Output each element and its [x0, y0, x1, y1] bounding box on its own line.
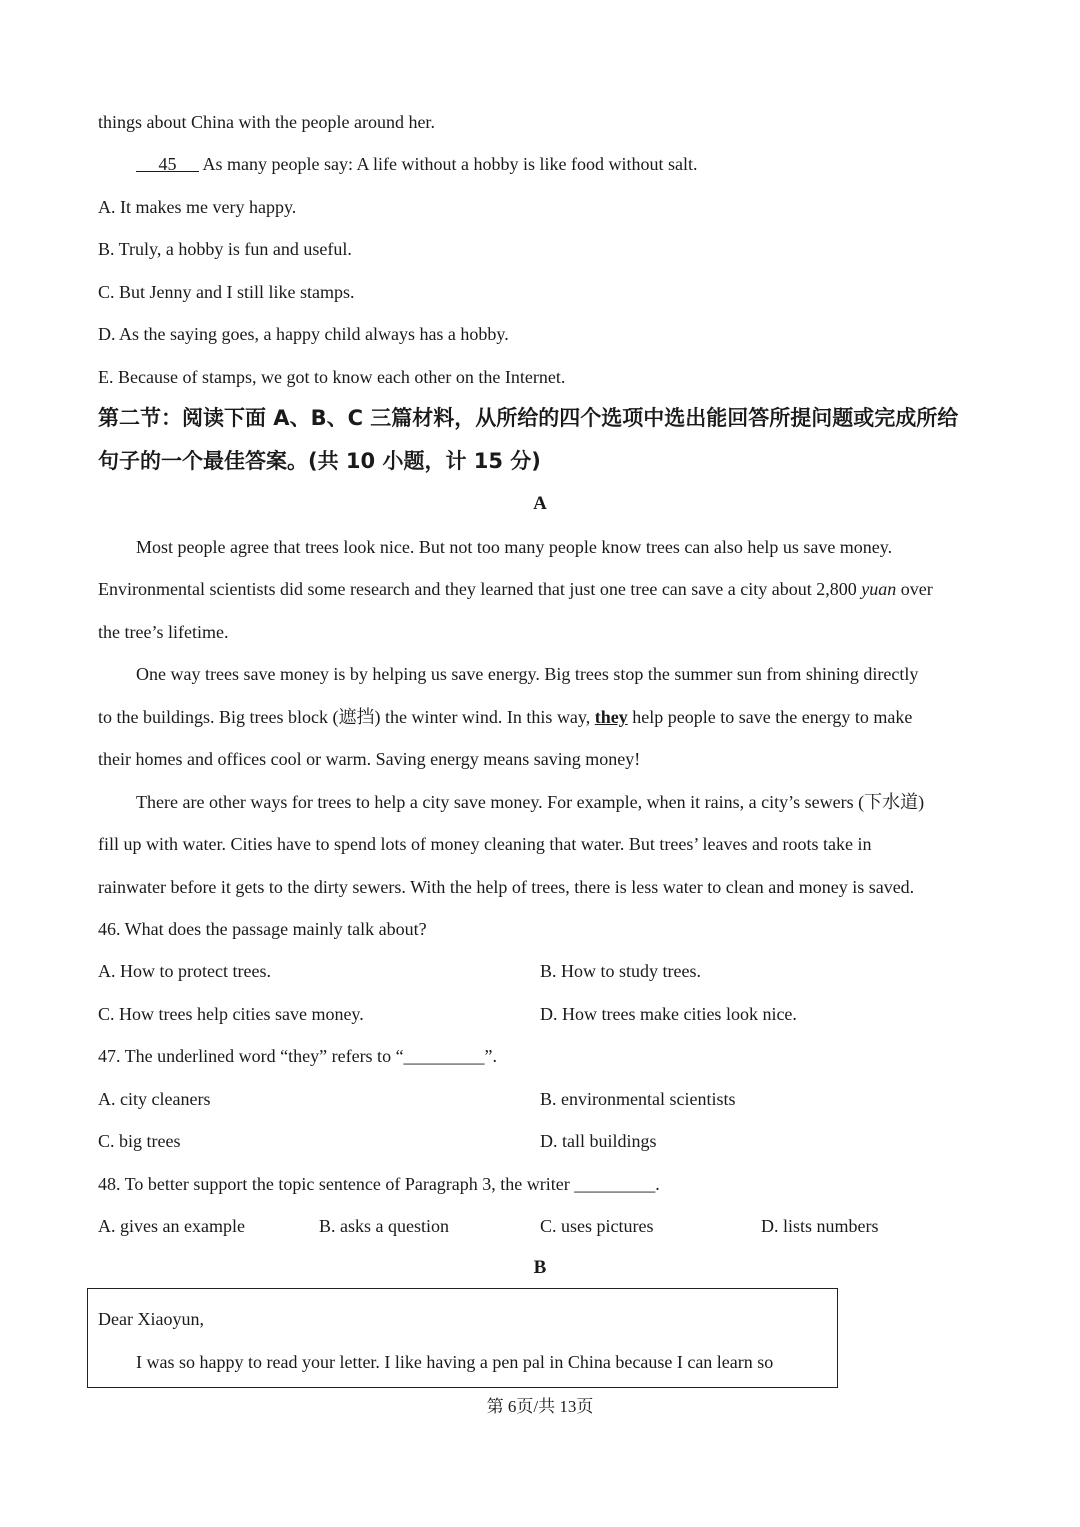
option-a: A. It makes me very happy.: [98, 197, 297, 217]
passage-a-p2-line3: their homes and offices cool or warm. Saving energy means saving money!: [98, 749, 641, 769]
q45-text: As many people say: A life without a hobby is like food without salt.: [202, 154, 698, 174]
passage-a-p3-line1: There are other ways for trees to help a city save money. For example, when it rains, a city’s sewers (下水道): [136, 792, 925, 812]
question-46-stem: 46. What does the passage mainly talk about?: [98, 919, 427, 939]
q46-option-c: C. How trees help cities save money.: [98, 1004, 364, 1024]
underlined-word-they: they: [594, 707, 628, 727]
passage-a-p3-line2: fill up with water. Cities have to spend lots of money cleaning that water. But trees’ leaves and roots take in: [98, 834, 872, 854]
q47-option-d: D. tall buildings: [540, 1131, 657, 1151]
prev-text-line: things about China with the people around her.: [98, 112, 435, 132]
section-title-line2: 句子的一个最佳答案。(共 10 小题，计 15 分): [98, 449, 541, 473]
passage-a-p2-line1: One way trees save money is by helping us save energy. Big trees stop the summer sun from shining directly: [136, 664, 919, 684]
italic-yuan: yuan: [861, 579, 897, 599]
option-e: E. Because of stamps, we got to know each other on the Internet.: [98, 367, 566, 387]
q47-option-c: C. big trees: [98, 1131, 181, 1151]
option-c: C. But Jenny and I still like stamps.: [98, 282, 355, 302]
q48-option-d: D. lists numbers: [761, 1216, 879, 1236]
passage-a-p1-line3: the tree’s lifetime.: [98, 622, 229, 642]
q46-option-d: D. How trees make cities look nice.: [540, 1004, 797, 1024]
passage-a-p3-line3: rainwater before it gets to the dirty sewers. With the help of trees, there is less water to clean and money is saved.: [98, 877, 915, 897]
passage-a-p1-line1: Most people agree that trees look nice. But not too many people know trees can also help us save money.: [136, 537, 893, 557]
q48-option-a: A. gives an example: [98, 1216, 245, 1236]
q46-option-b: B. How to study trees.: [540, 961, 701, 981]
option-d: D. As the saying goes, a happy child always has a hobby.: [98, 324, 509, 344]
q48-option-b: B. asks a question: [319, 1216, 449, 1236]
question-47-stem: 47. The underlined word “they” refers to “_________”.: [98, 1046, 498, 1066]
passage-a-label: A: [533, 493, 547, 514]
option-b: B. Truly, a hobby is fun and useful.: [98, 239, 352, 259]
letter-greeting: Dear Xiaoyun,: [98, 1309, 204, 1329]
passage-a-p2-line2: to the buildings. Big trees block (遮挡) the winter wind. In this way, they help people to save the energy to make: [98, 707, 913, 727]
page-number: 第 6页/共 13页: [486, 1397, 594, 1416]
q47-option-b: B. environmental scientists: [540, 1089, 736, 1109]
q45-blank: 45: [158, 154, 177, 174]
question-48-stem: 48. To better support the topic sentence of Paragraph 3, the writer _________.: [98, 1174, 660, 1194]
q46-option-a: A. How to protect trees.: [98, 961, 271, 981]
q48-option-c: C. uses pictures: [540, 1216, 654, 1236]
letter-line1: I was so happy to read your letter. I like having a pen pal in China because I can learn so: [136, 1352, 774, 1372]
section-title-line1: 第二节：阅读下面 A、B、C 三篇材料，从所给的四个选项中选出能回答所提问题或完成所给: [98, 406, 959, 430]
q47-option-a: A. city cleaners: [98, 1089, 211, 1109]
passage-a-p1-line2: Environmental scientists did some research and they learned that just one tree can save a city about 2,800 yuan over: [98, 579, 933, 599]
passage-b-label: B: [533, 1257, 547, 1278]
question-45: [136, 152, 697, 176]
